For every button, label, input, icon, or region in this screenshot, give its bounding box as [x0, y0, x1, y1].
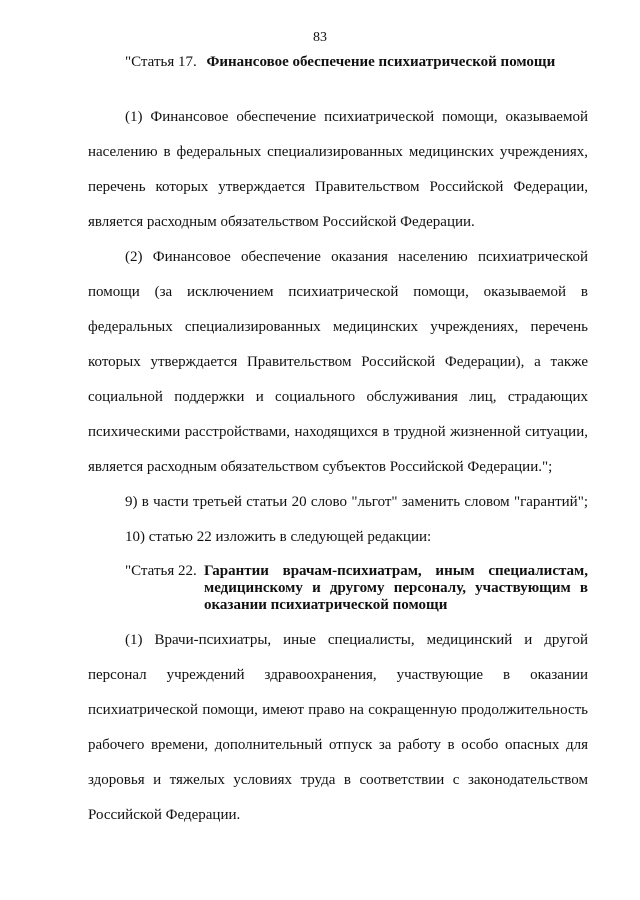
article-17-heading: [125, 54, 555, 71]
para-17-2-line-1: (2) Финансовое обеспечение оказания населению психиатрической: [125, 249, 588, 265]
para-17-2-line-7: является расходным обязательством субъектов Российской Федерации.";: [88, 459, 553, 475]
para-22-1-line-5: здоровья и тяжелых условиях труда в соответствии с законодательством: [88, 772, 588, 788]
item-9: 9) в части третьей статьи 20 слово "льгот" заменить словом "гарантий";: [125, 494, 588, 510]
item-10: 10) статью 22 изложить в следующей редакции:: [125, 529, 432, 545]
para-22-1-line-1: (1) Врачи-психиатры, иные специалисты, медицинский и другой: [125, 632, 588, 648]
article-17-title: Финансовое обеспечение психиатрической помощи: [206, 54, 556, 70]
page-number: 83: [313, 30, 327, 45]
para-17-2-line-2: помощи (за исключением психиатрической помощи, оказываемой в: [88, 284, 588, 300]
article-22-title-line-3: оказании психиатрической помощи: [204, 597, 448, 613]
para-17-2-line-5: социальной поддержки и социального обслуживания лиц, страдающих: [88, 389, 588, 405]
article-22-label: "Статья 22.: [125, 563, 197, 579]
para-22-1-line-2: персонал учреждений здравоохранения, участвующие в оказании: [88, 667, 588, 683]
para-22-1-line-4: рабочего времени, дополнительный отпуск за работу в особо опасных для: [88, 737, 588, 753]
para-17-1-line-3: перечень которых утверждается Правительством Российской Федерации,: [88, 179, 588, 195]
article-22-title-line-2: медицинскому и другому персоналу, участвующим в: [204, 580, 588, 596]
para-17-2-line-6: психическими расстройствами, находящихся в трудной жизненной ситуации,: [88, 424, 588, 440]
article-22-title-line-1: Гарантии врачам-психиатрам, иным специалистам,: [204, 563, 588, 579]
para-17-1-line-1: (1) Финансовое обеспечение психиатрической помощи, оказываемой: [125, 109, 588, 125]
para-17-1-line-4: является расходным обязательством Российской Федерации.: [88, 214, 475, 230]
para-17-2-line-3: федеральных специализированных медицинских учреждениях, перечень: [88, 319, 588, 335]
para-22-1-line-3: психиатрической помощи, имеют право на сокращенную продолжительность: [88, 702, 588, 718]
article-17-label: "Статья 17.: [125, 54, 197, 70]
para-17-1-line-2: населению в федеральных специализированных медицинских учреждениях,: [88, 144, 588, 160]
para-17-2-line-4: которых утверждается Правительством Российской Федерации), а также: [88, 354, 588, 370]
para-22-1-line-6: Российской Федерации.: [88, 807, 241, 823]
